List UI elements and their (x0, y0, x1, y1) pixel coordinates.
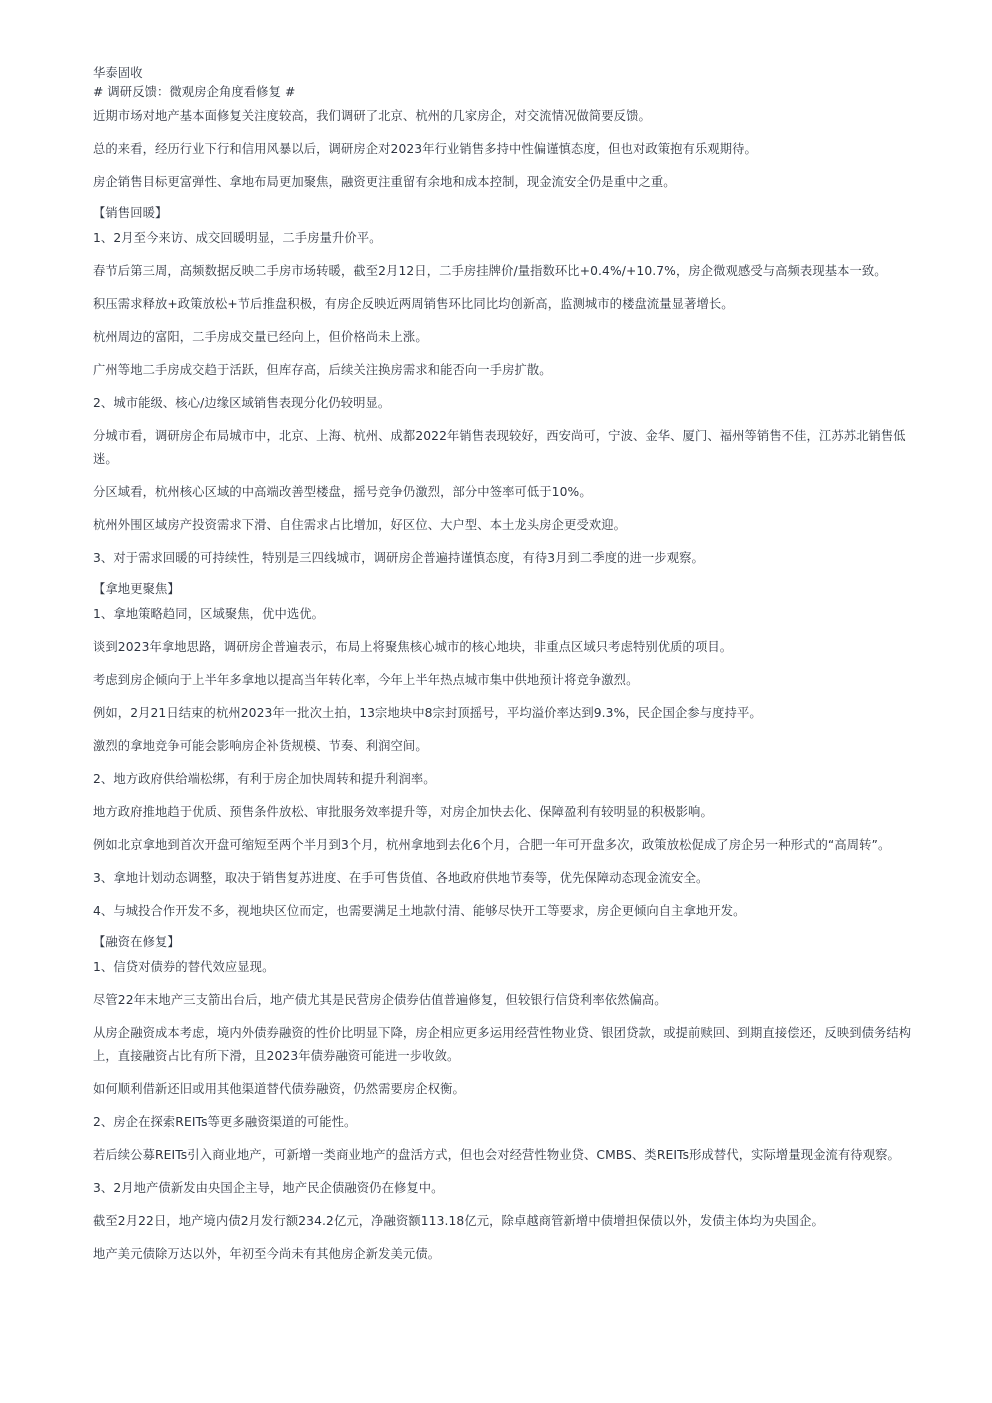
paragraph: 若后续公募REITs引入商业地产，可新增一类商业地产的盘活方式，但也会对经营性物业贷、CMBS、类REITs形成替代，实际增量现金流有待观察。 (93, 1148, 900, 1162)
paragraph: 激烈的拿地竞争可能会影响房企补货规模、节奏、利润空间。 (93, 739, 428, 753)
paragraph: 3、2月地产债新发由央国企主导，地产民企债融资仍在修复中。 (93, 1181, 444, 1195)
paragraph: 3、对于需求回暖的可持续性，特别是三四线城市，调研房企普遍持谨慎态度，有待3月到二季度的进一步观察。 (93, 551, 704, 565)
paragraph: 2、地方政府供给端松绑，有利于房企加快周转和提升利润率。 (93, 772, 436, 786)
section-heading: 【拿地更聚焦】 (93, 582, 180, 596)
paragraph: 考虑到房企倾向于上半年多拿地以提高当年转化率，今年上半年热点城市集中供地预计将竞争激烈。 (93, 673, 639, 687)
paragraph: 截至2月22日，地产境内债2月发行额234.2亿元，净融资额113.18亿元，除卓越商管新增中债增担保债以外，发债主体均为央国企。 (93, 1214, 824, 1228)
section-heading: 【融资在修复】 (93, 935, 180, 949)
paragraph: 1、信贷对债券的替代效应显现。 (93, 960, 275, 974)
intro-paragraph: 总的来看，经历行业下行和信用风暴以后，调研房企对2023年行业销售多持中性偏谨慎态度，但也对政策抱有乐观期待。 (93, 142, 757, 156)
document-page (93, 64, 923, 1276)
section-sales (93, 204, 923, 570)
paragraph: 1、拿地策略趋同，区域聚焦，优中选优。 (93, 607, 325, 621)
paragraph: 分城市看，调研房企布局城市中，北京、上海、杭州、成都2022年销售表现较好，西安尚可，宁波、金华、厦门、福州等销售不佳，江苏苏北销售低迷。 (93, 429, 906, 466)
paragraph: 从房企融资成本考虑，境内外债券融资的性价比明显下降，房企相应更多运用经营性物业贷、银团贷款，或提前赎回、到期直接偿还，反映到债务结构上，直接融资占比有所下滑，且2023年债券融资可能进一步收敛。 (93, 1026, 912, 1063)
paragraph: 2、城市能级、核心/边缘区域销售表现分化仍较明显。 (93, 396, 391, 410)
paragraph: 地产美元债除万达以外，年初至今尚未有其他房企新发美元债。 (93, 1247, 441, 1261)
section-land (93, 580, 923, 923)
paragraph: 地方政府推地趋于优质、预售条件放松、审批服务效率提升等，对房企加快去化、保障盈利有较明显的积极影响。 (93, 805, 713, 819)
paragraph: 杭州外围区域房产投资需求下滑、自住需求占比增加，好区位、大户型、本土龙头房企更受欢迎。 (93, 518, 627, 532)
section-heading: 【销售回暖】 (93, 206, 168, 220)
document-title: # 调研反馈：微观房企角度看修复 # (93, 85, 296, 99)
paragraph: 4、与城投合作开发不多，视地块区位而定，也需要满足土地款付清、能够尽快开工等要求，房企更倾向自主拿地开发。 (93, 904, 746, 918)
intro-block (93, 105, 923, 194)
paragraph: 谈到2023年拿地思路，调研房企普遍表示，布局上将聚焦核心城市的核心地块，非重点区域只考虑特别优质的项目。 (93, 640, 733, 654)
intro-paragraph: 近期市场对地产基本面修复关注度较高，我们调研了北京、杭州的几家房企，对交流情况做简要反馈。 (93, 109, 651, 123)
paragraph: 积压需求释放+政策放松+节后推盘积极，有房企反映近两周销售环比同比均创新高，监测城市的楼盘流量显著增长。 (93, 297, 734, 311)
source-label: 华泰固收 (93, 66, 143, 80)
paragraph: 如何顺利借新还旧或用其他渠道替代债券融资，仍然需要房企权衡。 (93, 1082, 465, 1096)
intro-paragraph: 房企销售目标更富弹性、拿地布局更加聚焦，融资更注重留有余地和成本控制，现金流安全仍是重中之重。 (93, 175, 676, 189)
section-financing (93, 933, 923, 1266)
paragraph: 广州等地二手房成交趋于活跃，但库存高，后续关注换房需求和能否向一手房扩散。 (93, 363, 552, 377)
paragraph: 杭州周边的富阳，二手房成交量已经向上，但价格尚未上涨。 (93, 330, 428, 344)
paragraph: 分区域看，杭州核心区域的中高端改善型楼盘，摇号竞争仍激烈，部分中签率可低于10%。 (93, 485, 592, 499)
paragraph: 尽管22年末地产三支箭出台后，地产债尤其是民营房企债券估值普遍修复，但较银行信贷利率依然偏高。 (93, 993, 667, 1007)
paragraph: 3、拿地计划动态调整，取决于销售复苏进度、在手可售货值、各地政府供地节奏等，优先保障动态现金流安全。 (93, 871, 709, 885)
paragraph: 例如，2月21日结束的杭州2023年一批次土拍，13宗地块中8宗封顶摇号，平均溢价率达到9.3%，民企国企参与度持平。 (93, 706, 762, 720)
paragraph: 2、房企在探索REITs等更多融资渠道的可能性。 (93, 1115, 357, 1129)
paragraph: 1、2月至今来访、成交回暖明显，二手房量升价平。 (93, 231, 382, 245)
paragraph: 例如北京拿地到首次开盘可缩短至两个半月到3个月，杭州拿地到去化6个月，合肥一年可开盘多次，政策放松促成了房企另一种形式的“高周转”。 (93, 838, 891, 852)
paragraph: 春节后第三周，高频数据反映二手房市场转暖，截至2月12日，二手房挂牌价/量指数环比+0.4%/+10.7%，房企微观感受与高频表现基本一致。 (93, 264, 887, 278)
